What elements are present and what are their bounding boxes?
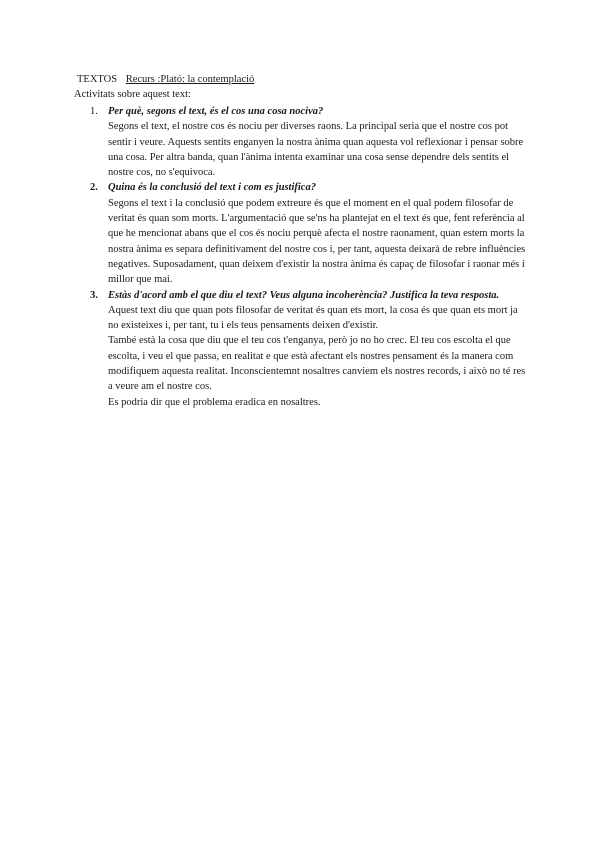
activities-list bbox=[90, 104, 530, 410]
document-title: TEXTOS bbox=[77, 74, 118, 85]
activity-item-3 bbox=[90, 288, 530, 410]
activities-intro: Activitats sobre aquest text: bbox=[74, 89, 191, 100]
item-answer: Aquest text diu que quan pots filosofar de veritat és quan ets mort, la cosa és que quan ets mort ja no existeixes i, per tant, tu i els teus pensaments deixen d'existir. bbox=[108, 304, 518, 332]
activity-item-2 bbox=[90, 180, 530, 287]
item-question: Estàs d'acord amb el que diu el text? Veus alguna incoherència? Justifica la teva resposta. bbox=[108, 289, 500, 301]
item-number: 3. bbox=[90, 289, 98, 301]
item-answer: Segons el text i la conclusió que podem extreure és que el moment en el qual podem filosofar de veritat és quan som morts. L'argumentació que se'ns ha plantejat en el text és que, fent referència al que he mencionat abans que el cos és nociu perquè afecta el nostre raonament, quan estem morts la nostra ànima es separa definitivament del nostre cos i, per tant, aquesta deixarà de rebre influències negatives. Suposadament, quan deixem d'existir la nostra ànima és capaç de filosofar i raonar més i millor que mai. bbox=[108, 197, 526, 286]
item-number: 1. bbox=[90, 106, 98, 117]
resource-link[interactable]: Recurs :Plató: la contemplació bbox=[125, 74, 255, 85]
item-answer: També està la cosa que diu que el teu cos t'enganya, però jo no ho crec. El teu cos escolta el que escolta, i veu el que passa, en realitat e que està afectant els nostres pensament és la manera com modifiquem aquesta realitat. Inconscientemnt nosaltres canviem els nostres records, i això no té res a veure am el nostre cos. bbox=[108, 335, 526, 393]
item-question: Quina és la conclusió del text i com es justifica? bbox=[108, 182, 316, 194]
activity-item-1 bbox=[90, 104, 530, 180]
item-number: 2. bbox=[90, 182, 98, 194]
item-question: Per què, segons el text, és el cos una cosa nociva? bbox=[108, 106, 324, 117]
item-answer: Es podria dir que el problema eradica en nosaltres. bbox=[108, 396, 321, 408]
item-answer: Segons el text, el nostre cos és nociu per diverses raons. La principal seria que el nostre cos pot sentir i veure. Aquests sentits enganyen la nostra ànima quan aquesta vol reflexionar i pensar sobre una cosa. Per altra banda, quan l'ànima intenta examinar una cosa sense dependre dels sentits el nostre cos, no s'equivoca. bbox=[108, 121, 524, 179]
document-header bbox=[77, 73, 254, 87]
